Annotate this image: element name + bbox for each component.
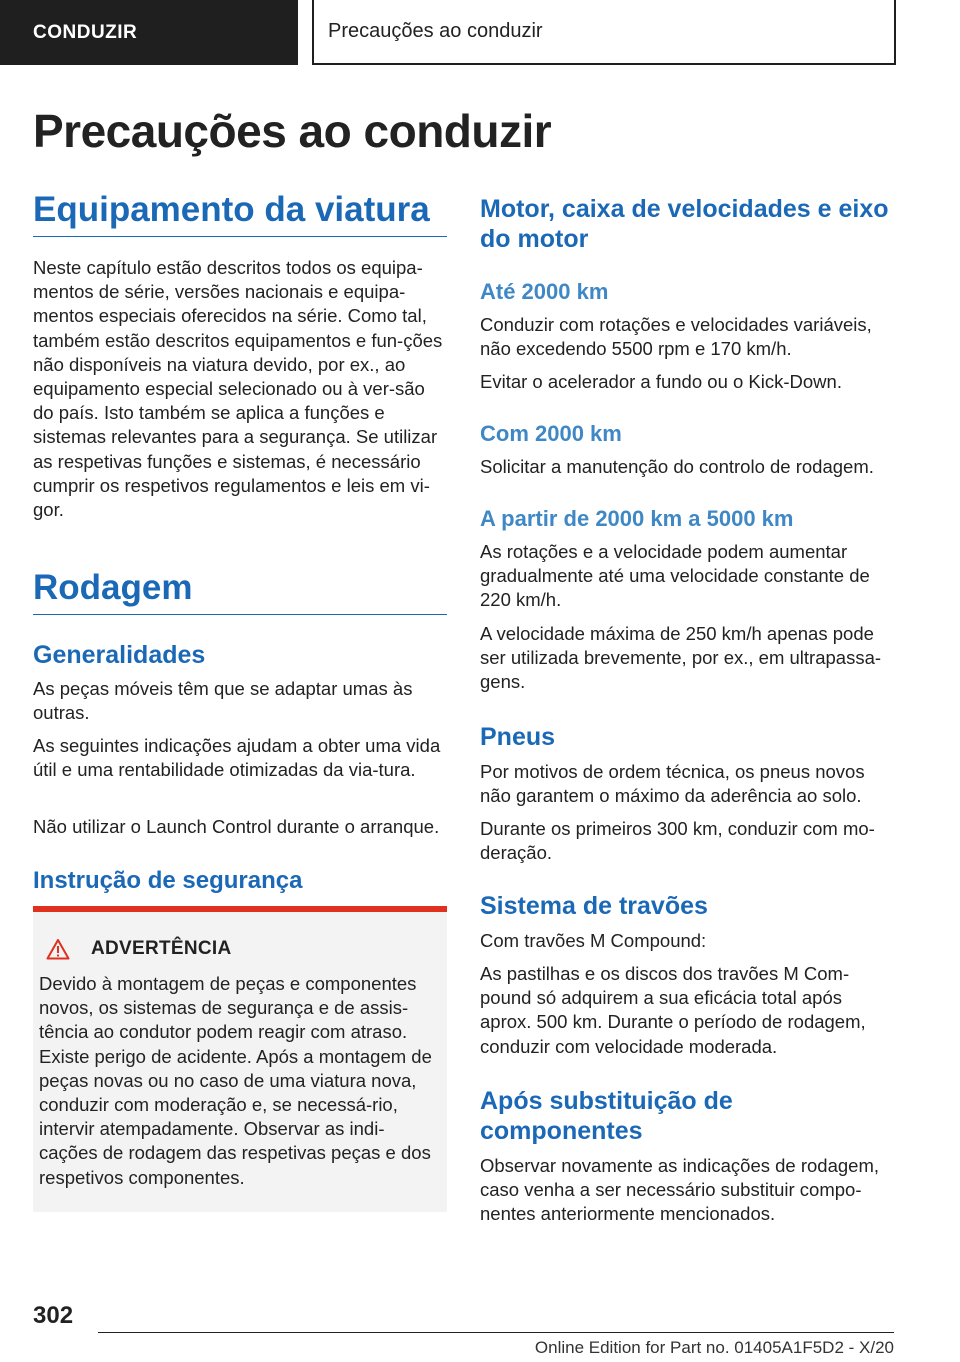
com2000-p1: Solicitar a manutenção do controlo de rodagem. [480, 456, 874, 477]
apartir-p1: As rotações e a velocidade podem aumentar gradualmente até uma velocidade constante de 220 km/h. [480, 541, 870, 611]
header-breadcrumb [312, 0, 896, 65]
travoes-heading: Sistema de travões [480, 892, 708, 920]
travoes-p1: Com travões M Compound: [480, 930, 707, 951]
footer-edition: Online Edition for Part no. 01405A1F5D2 - X/20 [534, 1338, 894, 1357]
footer-divider [98, 1332, 894, 1333]
ate2000-p2: Evitar o acelerador a fundo ou o Kick-Down. [480, 371, 842, 392]
pneus-p1: Por motivos de ordem técnica, os pneus novos não garantem o máximo da aderência ao solo. [480, 761, 865, 807]
warning-label: ADVERTÊNCIA [91, 938, 232, 959]
substituicao-p1: Observar novamente as indicações de rodagem, caso venha a ser necessário substituir compo-nentes anteriormente mencionados. [480, 1155, 879, 1225]
equipamento-heading: Equipamento da viatura [33, 190, 447, 237]
rodagem-heading: Rodagem [33, 568, 447, 615]
generalidades-p2: As seguintes indicações ajudam a obter uma vida útil e uma rentabilidade otimizadas da via-tura. [33, 735, 441, 781]
page-number: 302 [33, 1302, 74, 1329]
substituicao-heading: Após substituição de componentes [480, 1087, 733, 1145]
com2000-heading: Com 2000 km [480, 421, 622, 446]
apartir-heading: A partir de 2000 km a 5000 km [480, 506, 794, 531]
motor-heading: Motor, caixa de velocidades e eixo do motor [480, 195, 889, 253]
header-section-tab [0, 0, 298, 65]
warning-triangle-icon [46, 938, 70, 960]
page-title: Precauções ao conduzir [33, 105, 552, 157]
warning-header [46, 938, 232, 960]
header-section-label: CONDUZIR [33, 21, 138, 43]
pneus-heading: Pneus [480, 723, 556, 751]
ate2000-p1: Conduzir com rotações e velocidades variáveis, não excedendo 5500 rpm e 170 km/h. [480, 314, 872, 360]
equipamento-body: Neste capítulo estão descritos todos os equipa-mentos de série, versões nacionais e equipa-mentos especiais oferecidos na série. Como tal, também estão descritos equipamentos e fun-ções não disponíveis na viatura devido, por ex., ao equipamento especial selecionado ou à ver-são do país. Isto também se aplica a funções e sistemas relevantes para a segurança. Se utilizar as respetivas funções e sistemas, é necessário cumprir os respetivos regulamentos e leis em vi-gor. [33, 257, 443, 521]
pneus-p2: Durante os primeiros 300 km, conduzir com mo-deração. [480, 818, 875, 864]
generalidades-heading: Generalidades [33, 641, 206, 669]
generalidades-p1: As peças móveis têm que se adaptar umas às outras. [33, 678, 413, 724]
warning-text: Devido à montagem de peças e componentes novos, os sistemas de segurança e de assis-tência ao condutor podem reagir com atraso. Existe perigo de acidente. Após a montagem de peças novas ou no caso de uma viatura nova, conduzir com moderação e, se necessá-rio, intervir atempadamente. Observar as indi-cações de rodagem das respetivas peças e dos respetivos componentes. [39, 973, 432, 1188]
warning-box [33, 906, 447, 1212]
generalidades-p3: Não utilizar o Launch Control durante o arranque. [33, 816, 440, 837]
travoes-p2: As pastilhas e os discos dos travões M Com-pound só adquirem a sua eficácia total após aprox. 500 km. Durante o período de rodagem, conduzir com velocidade moderada. [480, 963, 866, 1057]
header-breadcrumb-label: Precauções ao conduzir [328, 20, 543, 42]
ate2000-heading: Até 2000 km [480, 279, 609, 304]
seguranca-heading: Instrução de segurança [33, 867, 303, 894]
apartir-p2: A velocidade máxima de 250 km/h apenas pode ser utilizada brevemente, por ex., em ultrapassa-gens. [480, 623, 882, 693]
